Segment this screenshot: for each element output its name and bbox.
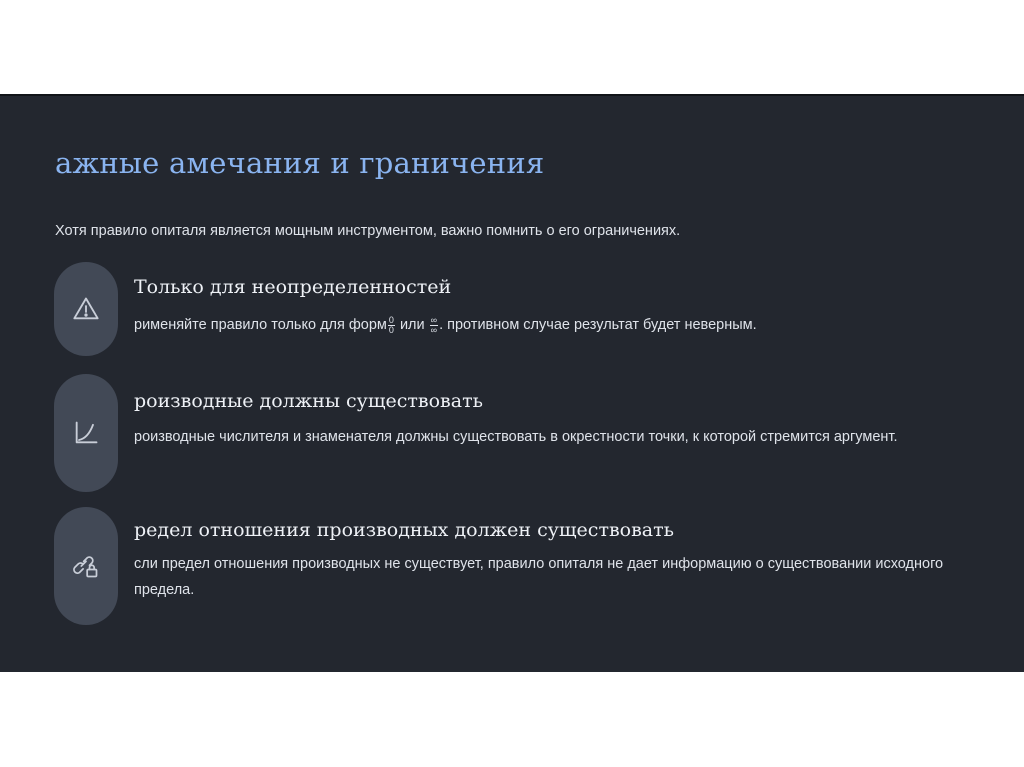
- fraction-infinity-over-infinity: [430, 316, 438, 335]
- fraction-numerator: ∞: [430, 314, 438, 325]
- item-heading: редел отношения производных должен существовать: [134, 519, 674, 541]
- item-text-part: рименяйте правило только для форм: [134, 317, 387, 333]
- link-lock-icon: [72, 552, 100, 580]
- slide-title: ажные амечания и граничения: [55, 146, 545, 180]
- graph-curve-icon: [72, 419, 100, 447]
- icon-pill: [54, 507, 118, 625]
- item-heading: Только для неопределенностей: [134, 276, 452, 298]
- item-heading: роизводные должны существовать: [134, 390, 483, 412]
- item-text-part: или: [399, 317, 425, 333]
- item-text: роизводные числителя и знаменателя должны существовать в окрестности точки, к которой стремится аргумент.: [134, 429, 898, 445]
- fraction-zero-over-zero: [388, 316, 395, 335]
- item-text-part: . противном случае результат будет неверным.: [439, 317, 757, 333]
- slide: [0, 94, 1024, 672]
- warning-icon: [72, 295, 100, 323]
- icon-pill: [54, 374, 118, 492]
- item-text: сли предел отношения производных не существует, правило опиталя не дает информацию о существовании исходного предела.: [134, 556, 944, 598]
- intro-text: Хотя правило опиталя является мощным инструментом, важно помнить о его ограничениях.: [55, 223, 681, 239]
- icon-pill: [54, 262, 118, 356]
- item-text: [134, 312, 964, 338]
- fraction-numerator: 0: [388, 314, 394, 325]
- fraction-denominator: 0: [388, 324, 394, 335]
- fraction-denominator: ∞: [430, 324, 438, 335]
